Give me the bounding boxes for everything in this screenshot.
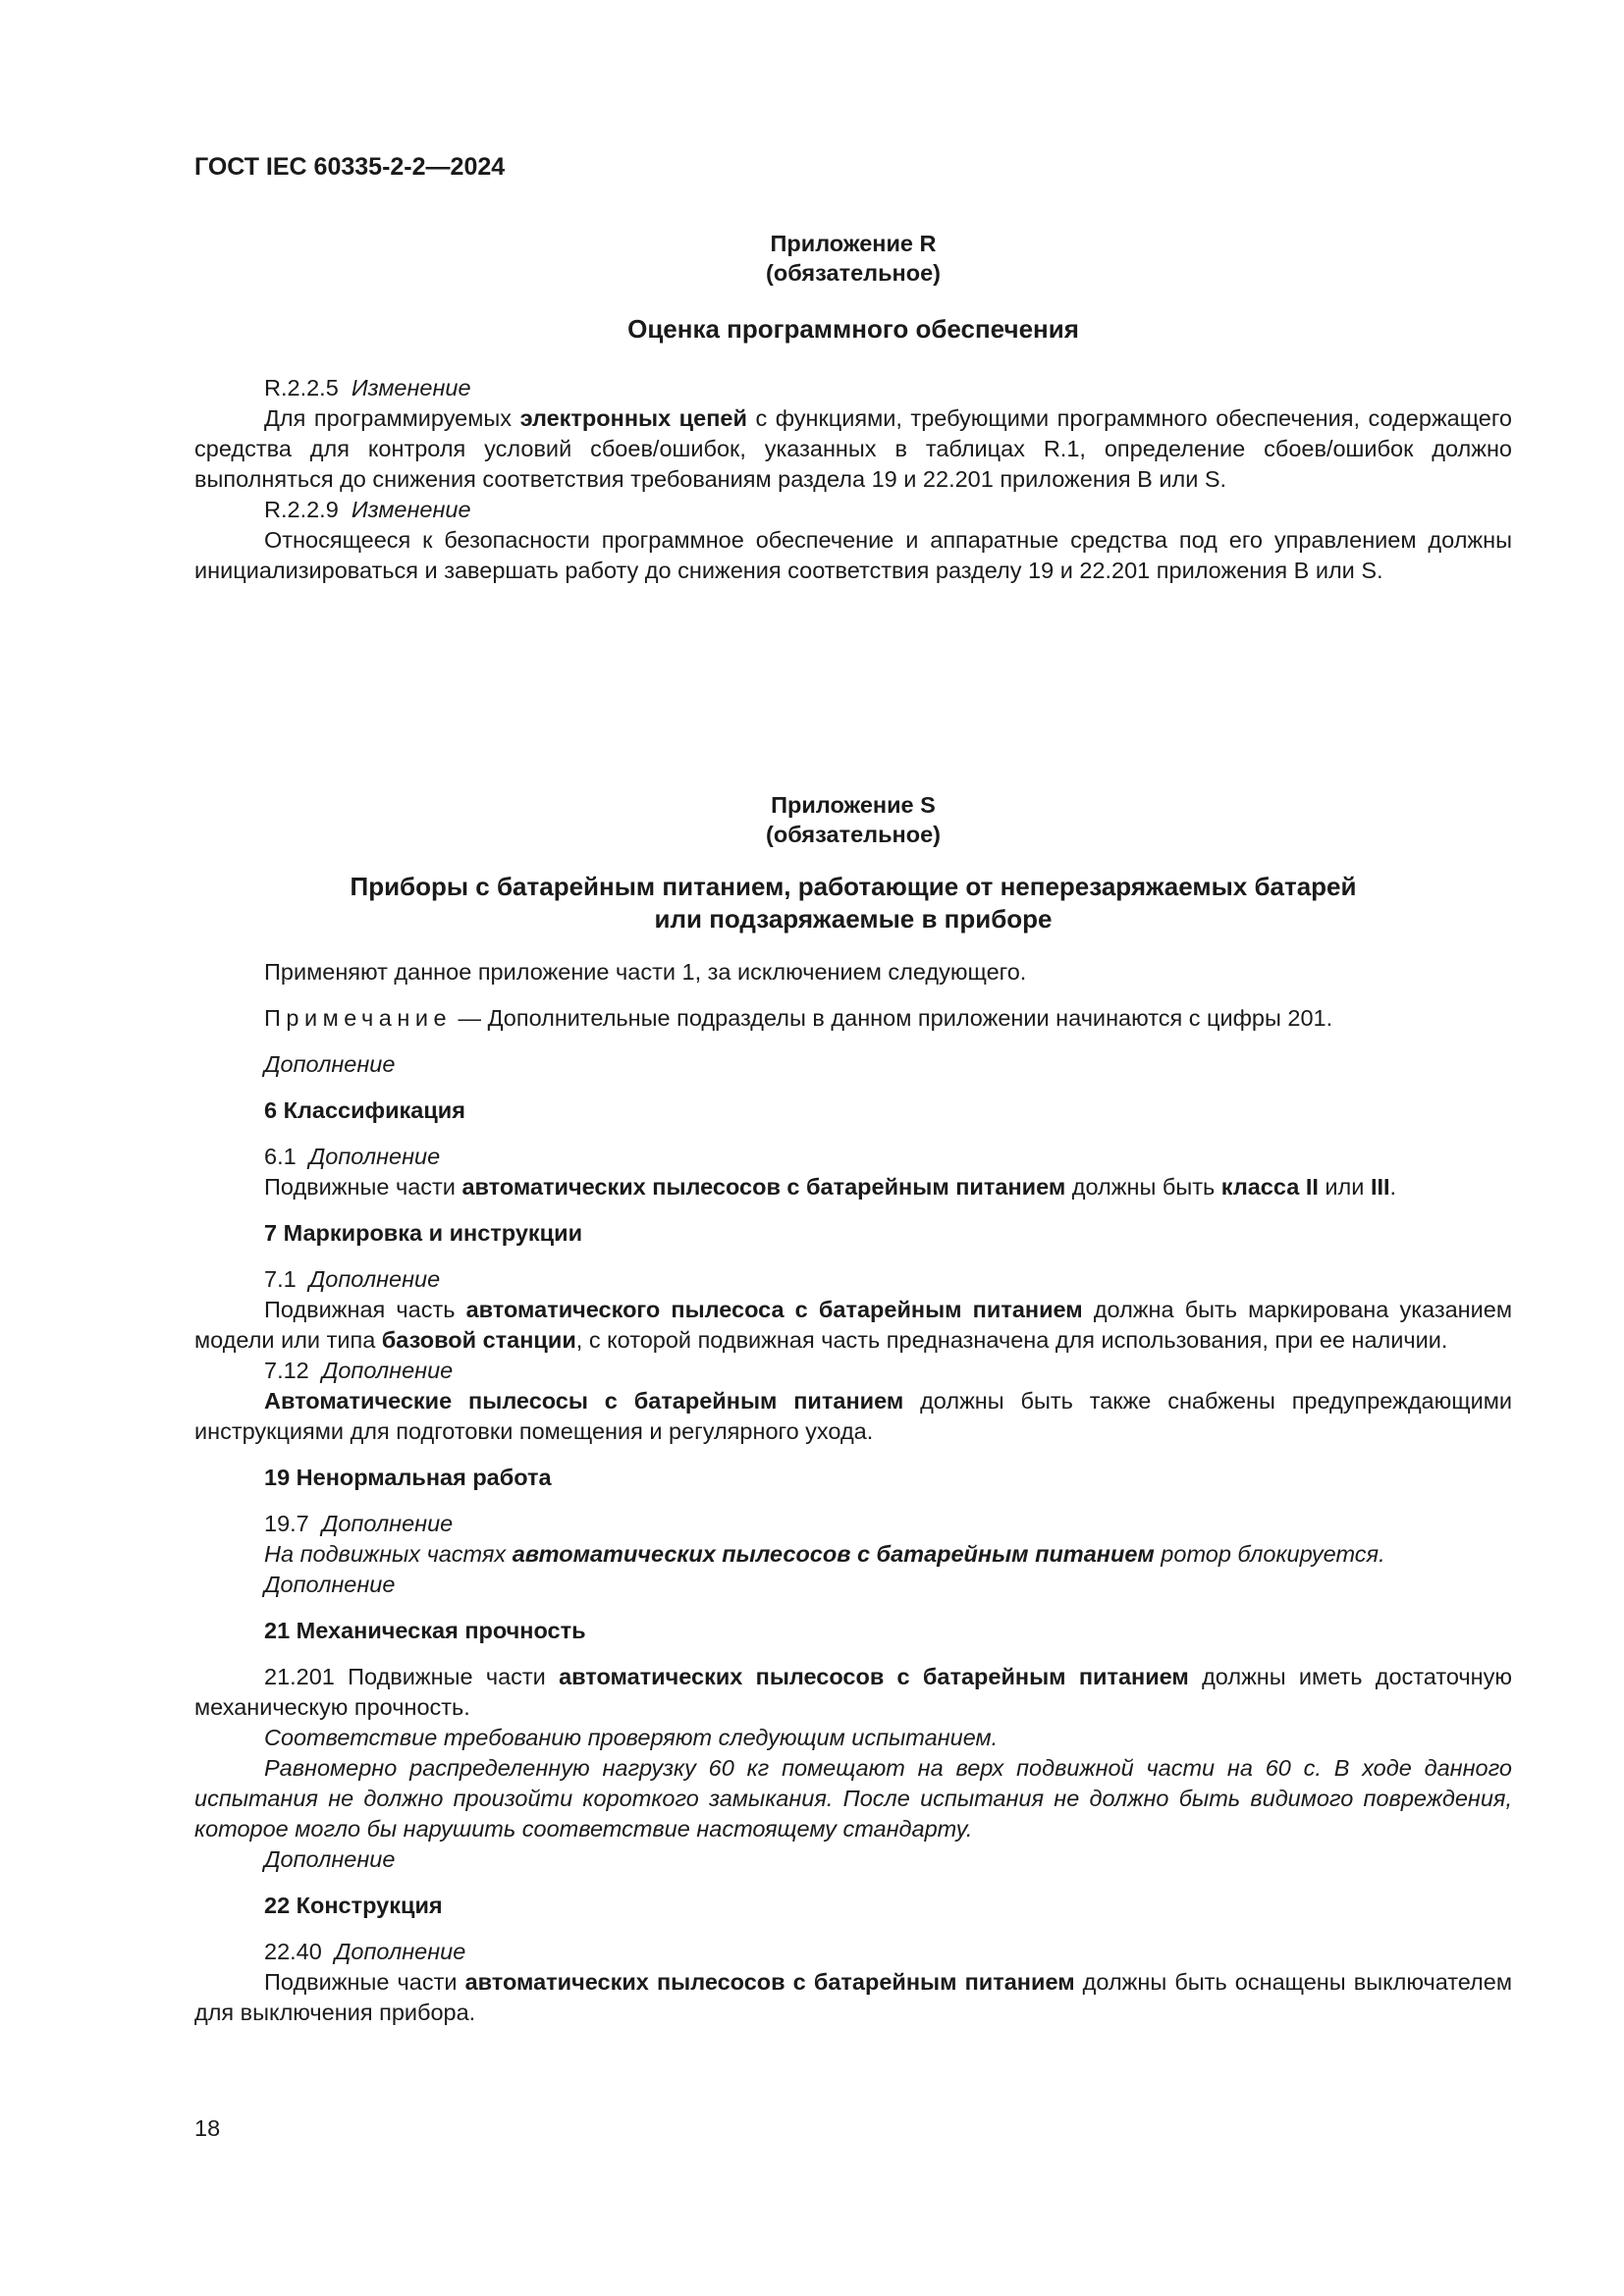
annex-r-status: (обязательное) <box>766 260 941 286</box>
clause-19-7-label: 19.7 Дополнение <box>264 1511 454 1536</box>
annex-s-addition: Дополнение <box>264 1051 396 1077</box>
clause-7-12-label: 7.12 Дополнение <box>264 1358 454 1383</box>
annex-s-heading-line2: или подзаряжаемые в приборе <box>654 904 1053 934</box>
clause-21-201-test: Равномерно распределенную нагрузку 60 кг помещают на верх подвижной части на 60 с. В ходе данного испытания не должно произойти короткого замыкания. После испытания не должно быть видимого повреждения, которое могло бы нарушить соответствие настоящему стандарту. <box>194 1755 1512 1842</box>
clause-21-addition: Дополнение <box>264 1846 396 1872</box>
clause-7-1-label: 7.1 Дополнение <box>264 1266 441 1292</box>
annex-r <box>194 229 1512 586</box>
page-number: 18 <box>194 2115 221 2141</box>
clause-7-12-text: Автоматические пылесосы с батарейным питанием должны быть также снабжены предупреждающими инструкциями для подготовки помещения и регулярного ухода. <box>194 1388 1512 1444</box>
annex-s-status: (обязательное) <box>766 822 941 847</box>
section-19-title: 19 Ненормальная работа <box>264 1465 552 1490</box>
clause-22-40-text: Подвижные части автоматических пылесосов с батарейным питанием должны быть оснащены выключателем для выключения прибора. <box>194 1969 1512 2025</box>
annex-s-intro: Применяют данное приложение части 1, за исключением следующего. <box>264 959 1027 985</box>
standard-designation: ГОСТ IEC 60335-2-2—2024 <box>194 153 506 181</box>
clause-19-7-addition: Дополнение <box>264 1572 396 1597</box>
clause-21-201-text: 21.201 Подвижные части автоматических пылесосов с батарейным питанием должны иметь достаточную механическую прочность. <box>194 1664 1513 1720</box>
clause-r225-label: R.2.2.5 Изменение <box>264 375 471 400</box>
annex-s-title: Приложение S <box>771 792 936 818</box>
annex-s-heading-line1: Приборы с батарейным питанием, работающие от неперезаряжаемых батарей <box>350 872 1357 901</box>
annex-s-note: Примечание — Дополнительные подразделы в данном приложении начинаются с цифры 201. <box>264 1005 1333 1031</box>
clause-r225-text: Для программируемых электронных цепей с функциями, требующими программного обеспечения, содержащего средства для контроля условий сбоев/ошибок, указанных в таблицах R.1, определение сбоев/ошибок должно выполняться до снижения соответствия требованиям раздела 19 и 22.201 приложения В или S. <box>194 405 1513 492</box>
clause-6-1-text: Подвижные части автоматических пылесосов с батарейным питанием должны быть класса II или III. <box>264 1174 1397 1200</box>
annex-r-heading: Оценка программного обеспечения <box>627 314 1079 344</box>
clause-r229-text: Относящееся к безопасности программное обеспечение и аппаратные средства под его управлением должны инициализироваться и завершать работу до снижения соответствия разделу 19 и 22.201 приложения В или S. <box>194 527 1512 583</box>
annex-s <box>194 790 1512 2028</box>
section-21-title: 21 Механическая прочность <box>264 1618 586 1643</box>
clause-6-1-label: 6.1 Дополнение <box>264 1144 441 1169</box>
clause-22-40-label: 22.40 Дополнение <box>264 1939 466 1964</box>
section-22-title: 22 Конструкция <box>264 1893 443 1918</box>
clause-7-1-text: Подвижная часть автоматического пылесоса с батарейным питанием должна быть маркирована указанием модели или типа базовой станции, с которой подвижная часть предназначена для использования, при ее наличии. <box>194 1297 1513 1353</box>
clause-r229-label: R.2.2.9 Изменение <box>264 497 471 522</box>
clause-19-7-text: На подвижных частях автоматических пылесосов с батарейным питанием ротор блокируется. <box>264 1541 1385 1567</box>
section-6-title: 6 Классификация <box>264 1097 465 1123</box>
annex-r-title: Приложение R <box>770 231 937 256</box>
section-7-title: 7 Маркировка и инструкции <box>264 1220 583 1246</box>
clause-21-201-compliance: Соответствие требованию проверяют следующим испытанием. <box>264 1725 999 1750</box>
